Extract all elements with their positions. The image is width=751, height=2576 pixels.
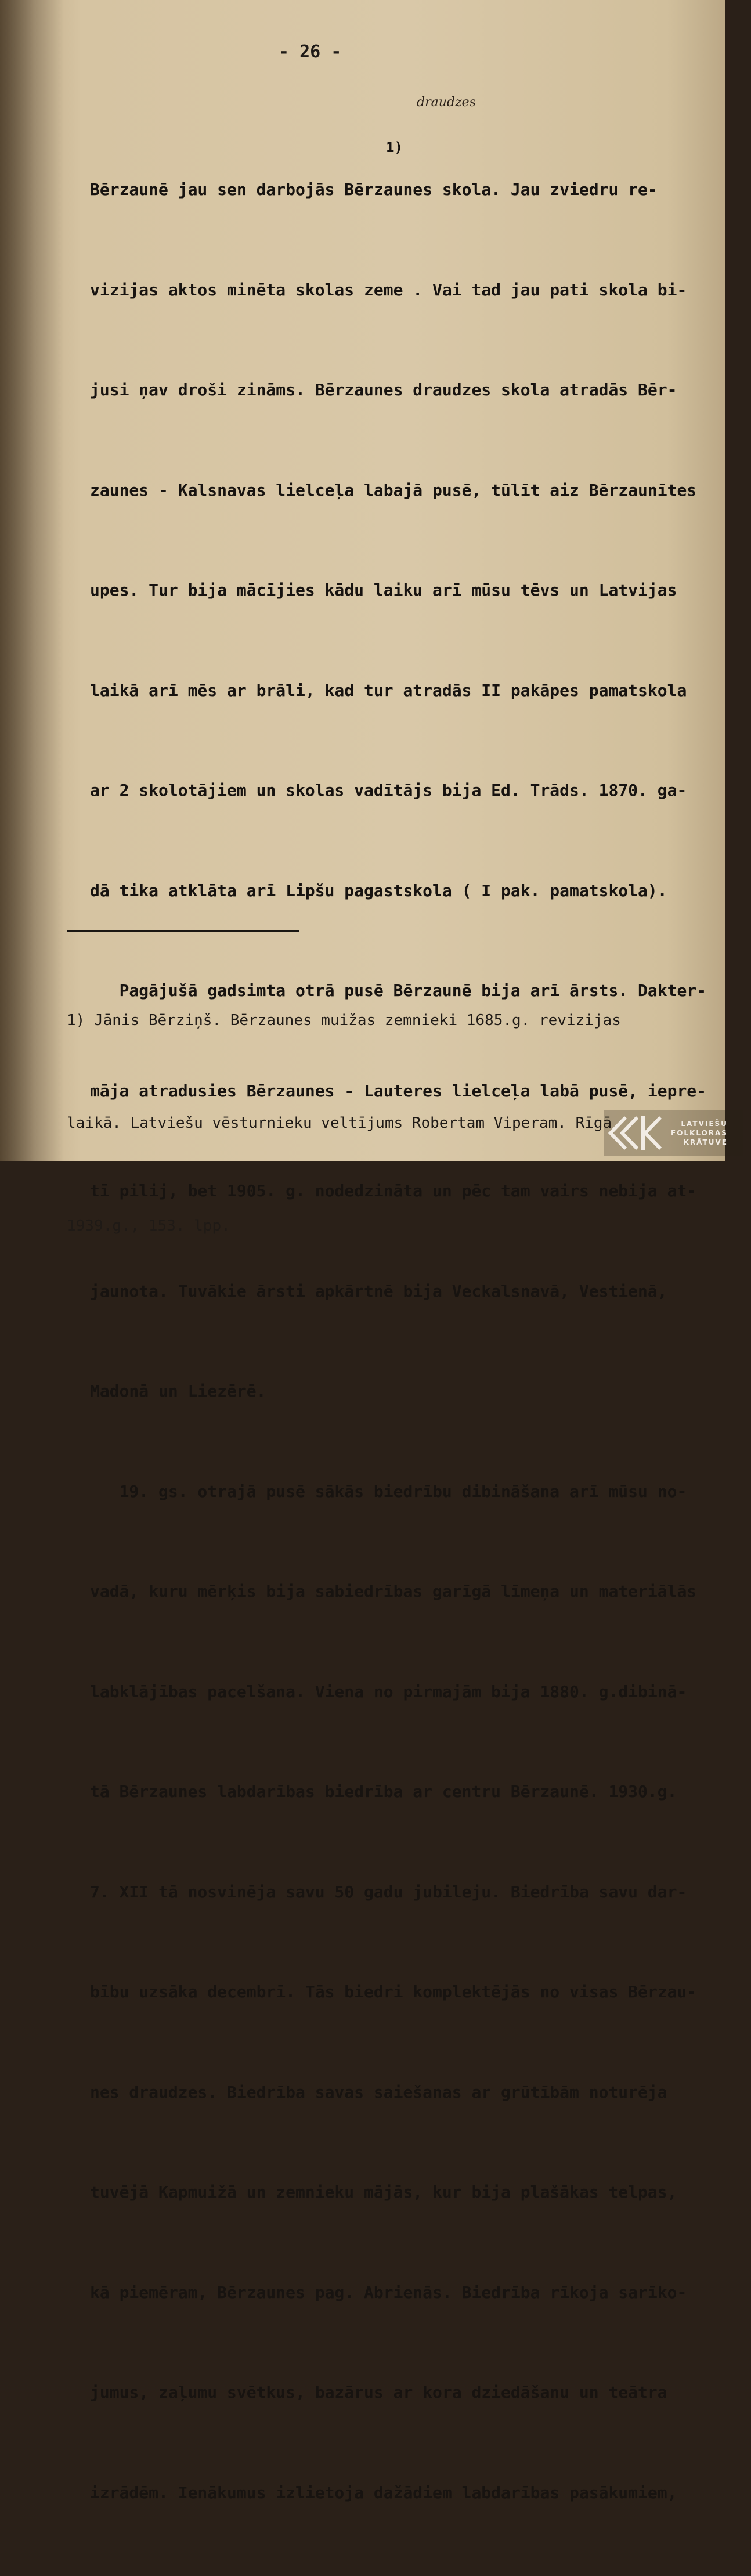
footnote-line: 1939.g., 153. lpp. (67, 1217, 230, 1235)
footnote-marker: 1) (386, 139, 403, 156)
body-line: bību uzsāka decembrī. Tās biedri komplektējās no visas Bērzau- (90, 1982, 697, 2001)
body-line: laikā arī mēs ar brāli, kad tur atradās II pakāpes pamatskola (90, 680, 687, 700)
body-line: ar 2 skolotājiem un skolas vadītājs bija Ed. Trāds. 1870. ga- (90, 781, 687, 800)
body-line: nes draudzes. Biedrība savas saiešanas ar grūtībām noturēja (90, 2082, 667, 2102)
body-line: zaunes - Kalsnavas lielceļa labajā pusē, tūlīt aiz Bērzaunītes (90, 480, 697, 500)
body-line: jusi ņav droši zināms. Bērzaunes draudzes skola atradās Bēr- (90, 380, 677, 399)
archive-logo-icon (604, 1113, 665, 1153)
archive-logo-text (671, 1119, 728, 1147)
body-line: jumus, zaļumu svētkus, bazārus ar kora dziedāšanu un teātra (90, 2383, 667, 2402)
body-line: tī pilij, bet 1905. g. nodedzināta un pēc tam vairs nebija at- (90, 1181, 697, 1200)
body-line: Madonā un Liezērē. (90, 1381, 266, 1401)
body-line: kā piemēram, Bērzaunes pag. Abrienās. Biedrība rīkoja sarīko- (90, 2282, 687, 2302)
page-number: - 26 - (279, 42, 342, 62)
footnote-line: laikā. Latviešu vēsturnieku veltījums Robertam Viperam. Rīgā (67, 1114, 612, 1132)
body-line: Pagājušā gadsimta otrā pusē Bērzaunē bija arī ārsts. Dakter- (90, 981, 707, 1000)
footnote-line: 1) Jānis Bērziņš. Bērzaunes muižas zemnieki 1685.g. revizijas (67, 1012, 621, 1029)
handwritten-annotation: draudzes (417, 95, 476, 110)
body-line: upes. Tur bija mācījies kādu laiku arī mūsu tēvs un Latvijas (90, 580, 677, 600)
body-line: vizijas aktos minēta skolas zeme . Vai tad jau pati skola bi- (90, 280, 687, 300)
logo-line: FOLKLORAS (671, 1129, 728, 1137)
archive-logo (604, 1110, 743, 1156)
body-line: 7. XII tā nosvinēja savu 50 gadu jubileju. Biedrība savu dar- (90, 1882, 687, 1902)
body-line: māja atradusies Bērzaunes - Lauteres lielceļa labā pusē, iepre- (90, 1081, 707, 1101)
body-line: 19. gs. otrajā pusē sākās biedrību dibināšana arī mūsu no- (90, 1481, 687, 1501)
footnote-divider (67, 930, 299, 932)
body-line: dā tika atklāta arī Lipšu pagastskola ( I pak. pamatskola). (90, 881, 667, 900)
page-fold-shadow (0, 0, 64, 1161)
body-line: vadā, kuru mērķis bija sabiedrības garīgā līmeņa un materiālās (90, 1582, 697, 1601)
body-line: Bērzaunē jau sen darbojās Bērzaunes skola. Jau zviedru re- (90, 180, 658, 199)
body-line: tuvējā Kapmuižā un zemnieku mājās, kur bija plašākas telpas, (90, 2182, 677, 2202)
body-line: labklājības pacelšana. Viena no pirmajām bija 1880. g.dibinā- (90, 1682, 687, 1701)
logo-line: LATVIEŠU (681, 1120, 728, 1128)
body-line: izrādēm. Ienākumus izlietoja dažādiem labdarības pasākumiem, (90, 2483, 677, 2502)
body-line: jaunota. Tuvākie ārsti apkārtnē bija Veckalsnavā, Vestienā, (90, 1281, 667, 1301)
body-line: tā Bērzaunes labdarības biedrība ar centru Bērzaunē. 1930.g. (90, 1782, 677, 1801)
logo-line: KRĀTUVE (683, 1138, 728, 1146)
